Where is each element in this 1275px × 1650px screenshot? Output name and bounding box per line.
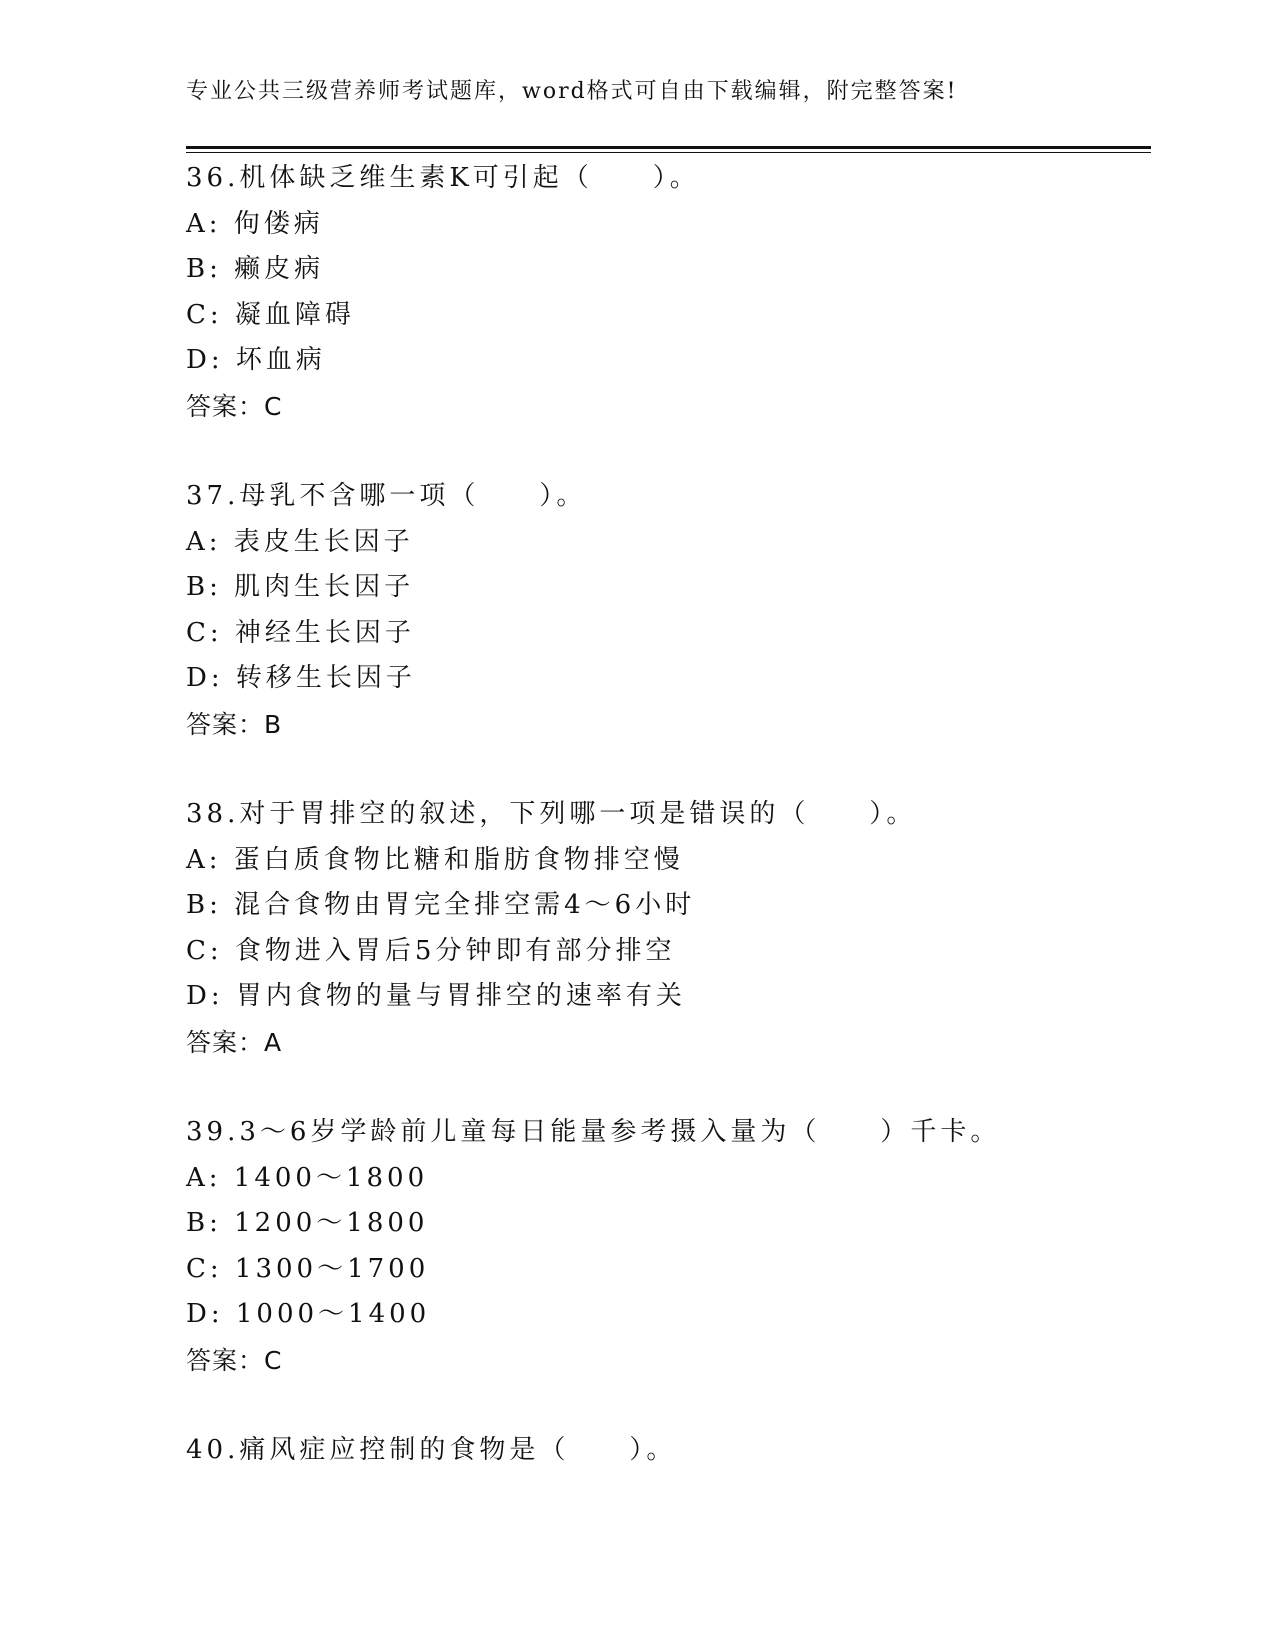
header-divider: [186, 146, 1151, 153]
question-stem: 38.对于胃排空的叙述，下列哪一项是错误的（ ）。: [186, 799, 917, 829]
question-40: [186, 1428, 1146, 1474]
option-b: B: 1200～1800: [186, 1208, 429, 1239]
option-c: C: 1300～1700: [186, 1253, 430, 1284]
answer-label: 答案：C: [186, 391, 283, 421]
question-stem: 37.母乳不含哪一项（ ）。: [186, 481, 587, 511]
option-b: B: 混合食物由胃完全排空需4～6小时: [186, 890, 696, 921]
option-a: A: 佝偻病: [186, 208, 324, 239]
question-stem: 36.机体缺乏维生素K可引起（ ）。: [186, 163, 700, 193]
answer-label: 答案：A: [186, 1027, 283, 1057]
option-a: A: 表皮生长因子: [186, 526, 414, 557]
question-stem: 39.3～6岁学龄前儿童每日能量参考摄入量为（ ）千卡。: [186, 1117, 1001, 1147]
option-b: B: 癞皮病: [186, 254, 325, 285]
question-38: [186, 792, 1146, 1066]
option-c: C: 食物进入胃后5分钟即有部分排空: [186, 935, 676, 966]
option-a: A: 1400～1800: [186, 1162, 429, 1193]
option-d: D: 胃内食物的量与胃排空的速率有关: [186, 981, 686, 1012]
question-37: [186, 474, 1146, 748]
question-stem: 40.痛风症应控制的食物是（ ）。: [186, 1435, 677, 1465]
page-header: 专业公共三级营养师考试题库，word格式可自由下载编辑，附完整答案!: [186, 79, 958, 104]
option-a: A: 蛋白质食物比糖和脂肪食物排空慢: [186, 844, 684, 875]
option-b: B: 肌肉生长因子: [186, 572, 415, 603]
option-c: C: 神经生长因子: [186, 617, 415, 648]
question-39: [186, 1110, 1146, 1384]
answer-label: 答案：C: [186, 1345, 283, 1375]
option-d: D: 转移生长因子: [186, 663, 416, 694]
answer-label: 答案：B: [186, 709, 283, 739]
option-d: D: 坏血病: [186, 345, 326, 376]
option-c: C: 凝血障碍: [186, 299, 355, 330]
question-36: [186, 156, 1146, 430]
option-d: D: 1000～1400: [186, 1299, 431, 1330]
